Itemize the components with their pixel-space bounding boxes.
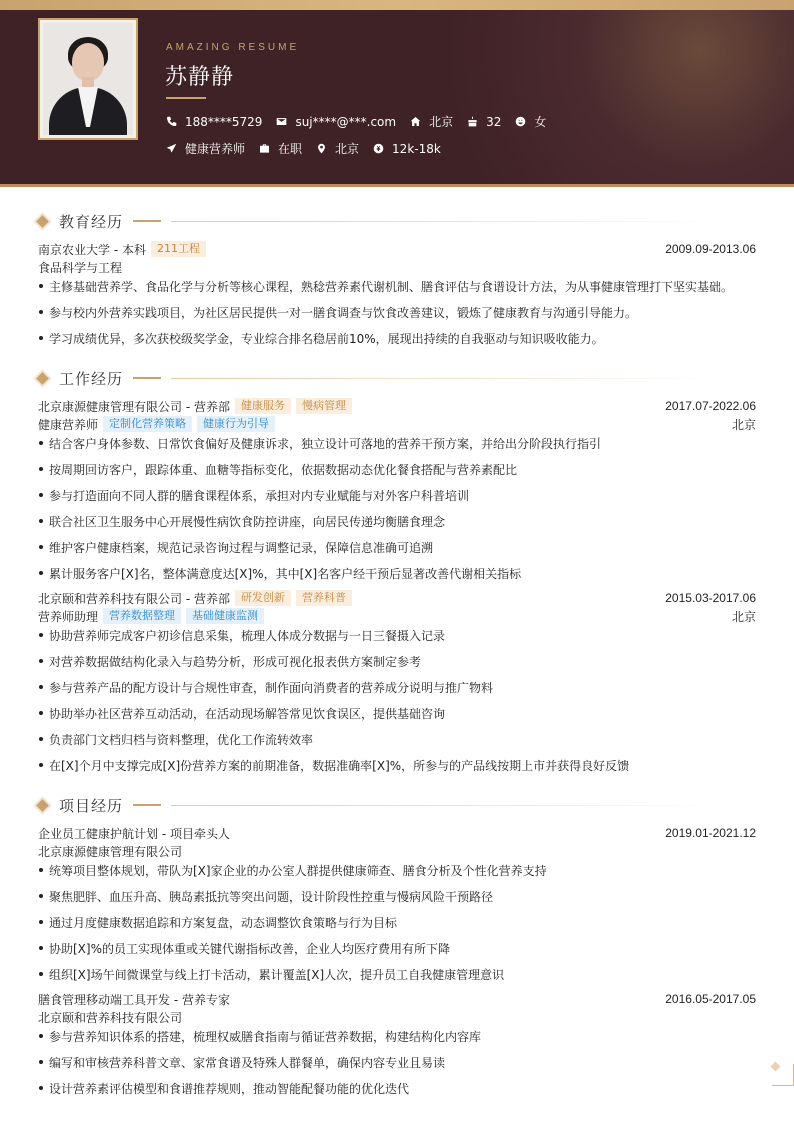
list-item: 学习成绩优异，多次获校级奖学金，专业综合排名稳居前10%，展现出持续的自我驱动与知识吸收能力。 xyxy=(38,329,758,347)
list-item: 负责部门文档归档与资料整理，优化工作流转效率 xyxy=(38,730,758,748)
job-date: 2017.07-2022.06 xyxy=(665,399,756,413)
header-bottom-border xyxy=(0,184,794,187)
face-icon xyxy=(515,116,526,127)
money-icon xyxy=(373,143,384,154)
mail-icon xyxy=(276,116,287,127)
section-title-projects xyxy=(36,795,756,815)
job-city: 北京 xyxy=(731,609,756,624)
briefcase-icon xyxy=(259,143,270,154)
project-name-line: 膳食管理移动端工具开发 - 营养专家 xyxy=(38,992,230,1007)
list-item: 协助举办社区营养互动活动，在活动现场解答常见饮食误区，提供基础咨询 xyxy=(38,704,758,722)
list-item: 参与打造面向不同人群的膳食课程体系，承担对内专业赋能与对外客户科普培训 xyxy=(38,486,758,504)
cake-icon xyxy=(467,116,478,127)
job-header-row xyxy=(38,589,756,607)
diamond-icon xyxy=(36,372,49,385)
diamond-icon xyxy=(36,215,49,228)
city-text: 北京 xyxy=(429,115,454,129)
avatar xyxy=(43,23,133,135)
list-item: 维护客户健康档案，规范记录咨询过程与调整记录，保障信息准确可追溯 xyxy=(38,538,758,556)
section-label: 工作经历 xyxy=(59,369,124,388)
resume-header xyxy=(0,10,794,186)
list-item: 按周期回访客户，跟踪体重、血糖等指标变化，依据数据动态优化餐食搭配与营养素配比 xyxy=(38,460,758,478)
section-label: 教育经历 xyxy=(59,212,124,231)
company-line: 北京康源健康管理有限公司 - 营养部 xyxy=(38,399,230,414)
diamond-icon xyxy=(36,799,49,812)
job-header-row xyxy=(38,397,756,415)
list-item: 参与营养知识体系的搭建，梳理权威膳食指南与循证营养数据，构建结构化内容库 xyxy=(38,1027,758,1045)
list-item: 编写和审核营养科普文章、家常食谱及特殊人群餐单，确保内容专业且易读 xyxy=(38,1053,758,1071)
target-job-item xyxy=(166,140,245,157)
list-item: 参与营养产品的配方设计与合规性审查，制作面向消费者的营养成分说明与推广物料 xyxy=(38,678,758,696)
list-item: 统筹项目整体规划，带队为[X]家企业的办公室人群提供健康筛查、膳食分析及个性化营养支持 xyxy=(38,861,758,879)
company-line: 北京颐和营养科技有限公司 - 营养部 xyxy=(38,591,230,606)
major: 食品科学与工程 xyxy=(38,260,123,275)
job-tag: 健康服务 xyxy=(235,398,291,414)
contact-row xyxy=(166,113,560,130)
send-icon xyxy=(166,143,177,154)
phone-item xyxy=(166,115,262,129)
salary-item xyxy=(373,142,441,156)
status-item xyxy=(259,140,302,157)
target-city-text: 北京 xyxy=(335,142,360,156)
job-position: 营养师助理 xyxy=(38,609,99,624)
skill-tag: 营养数据整理 xyxy=(103,608,181,624)
list-item: 协助营养师完成客户初诊信息采集，梳理人体成分数据与一日三餐摄入记录 xyxy=(38,626,758,644)
education-date: 2009.09-2013.06 xyxy=(665,242,756,256)
status-text: 在职 xyxy=(278,142,303,156)
list-item: 主修基础营养学、食品化学与分析等核心课程，熟稔营养素代谢机制、膳食评估与食谱设计方法，为从事健康管理打下坚实基础。 xyxy=(38,277,758,295)
target-city-item xyxy=(316,140,359,157)
project-header-row xyxy=(38,990,756,1008)
job-position: 健康营养师 xyxy=(38,417,99,432)
project-org-row xyxy=(38,1008,756,1026)
job-position-row xyxy=(38,607,756,625)
phone-text: 188****5729 xyxy=(185,114,263,129)
profile-photo xyxy=(38,18,138,140)
job-tag: 营养科普 xyxy=(296,590,352,606)
section-label: 项目经历 xyxy=(59,796,124,815)
list-item: 通过月度健康数据追踪和方案复盘，动态调整饮食策略与行为目标 xyxy=(38,913,758,931)
list-item: 结合客户身体参数、日常饮食偏好及健康诉求，独立设计可落地的营养干预方案，并给出分阶段执行指引 xyxy=(38,434,758,452)
list-item: 聚焦肥胖、血压升高、胰岛素抵抗等突出问题，设计阶段性控重与慢病风险干预路径 xyxy=(38,887,758,905)
city-item xyxy=(410,113,453,130)
candidate-name: 苏静静 xyxy=(165,65,235,90)
age-text: 32 xyxy=(486,114,502,129)
home-icon xyxy=(410,116,421,127)
list-item: 参与校内外营养实践项目，为社区居民提供一对一膳食调查与饮食改善建议，锻炼了健康教育与沟通引导能力。 xyxy=(38,303,758,321)
job-intent-row xyxy=(166,140,455,157)
job-tag: 慢病管理 xyxy=(296,398,352,414)
location-pin-icon xyxy=(316,143,327,154)
target-job-text: 健康营养师 xyxy=(185,142,246,156)
education-header-row xyxy=(38,240,756,258)
email-text: suj****@***.com xyxy=(295,114,397,129)
phone-icon xyxy=(166,116,177,127)
name-underline xyxy=(166,97,206,99)
list-item: 对营养数据做结构化录入与趋势分析，形成可视化报表供方案制定参考 xyxy=(38,652,758,670)
email-item xyxy=(276,115,396,129)
skill-tag: 定制化营养策略 xyxy=(103,416,192,432)
header-eyebrow: AMAZING RESUME xyxy=(166,42,300,53)
project-date: 2016.05-2017.05 xyxy=(665,992,756,1006)
header-top-strip xyxy=(0,0,794,10)
section-title-education xyxy=(36,211,756,231)
salary-text: 12k-18k xyxy=(392,141,441,156)
job-date: 2015.03-2017.06 xyxy=(665,591,756,605)
list-item: 设计营养素评估模型和食谱推荐规则，推动智能配餐功能的优化迭代 xyxy=(38,1079,758,1097)
job-position-row xyxy=(38,415,756,433)
skill-tag: 健康行为引导 xyxy=(197,416,275,432)
gender-item xyxy=(515,113,546,130)
job-city: 北京 xyxy=(731,417,756,432)
project-org: 北京康源健康管理有限公司 xyxy=(38,844,183,859)
age-item xyxy=(467,115,501,129)
project-org-row xyxy=(38,842,756,860)
gender-text: 女 xyxy=(534,115,547,129)
education-major-row xyxy=(38,258,756,276)
section-title-work xyxy=(36,368,756,388)
list-item: 累计服务客户[X]名，整体满意度达[X]%，其中[X]名客户经干预后显著改善代谢相关指标 xyxy=(38,564,758,582)
school-line: 南京农业大学 - 本科 xyxy=(38,242,146,257)
project-header-row xyxy=(38,824,756,842)
project-date: 2019.01-2021.12 xyxy=(665,826,756,840)
school-tag: 211工程 xyxy=(151,241,206,257)
skill-tag: 基础健康监测 xyxy=(186,608,264,624)
list-item: 在[X]个月中支撑完成[X]份营养方案的前期准备，数据准确率[X]%，所参与的产品线按期上市并获得良好反馈 xyxy=(38,756,758,774)
project-name-line: 企业员工健康护航计划 - 项目牵头人 xyxy=(38,826,230,841)
job-tag: 研发创新 xyxy=(235,590,291,606)
list-item: 协助[X]%的员工实现体重或关键代谢指标改善，企业人均医疗费用有所下降 xyxy=(38,939,758,957)
list-item: 联合社区卫生服务中心开展慢性病饮食防控讲座，向居民传递均衡膳食理念 xyxy=(38,512,758,530)
list-item: 组织[X]场午间微课堂与线上打卡活动，累计覆盖[X]人次，提升员工自我健康管理意识 xyxy=(38,965,758,983)
project-org: 北京颐和营养科技有限公司 xyxy=(38,1010,183,1025)
